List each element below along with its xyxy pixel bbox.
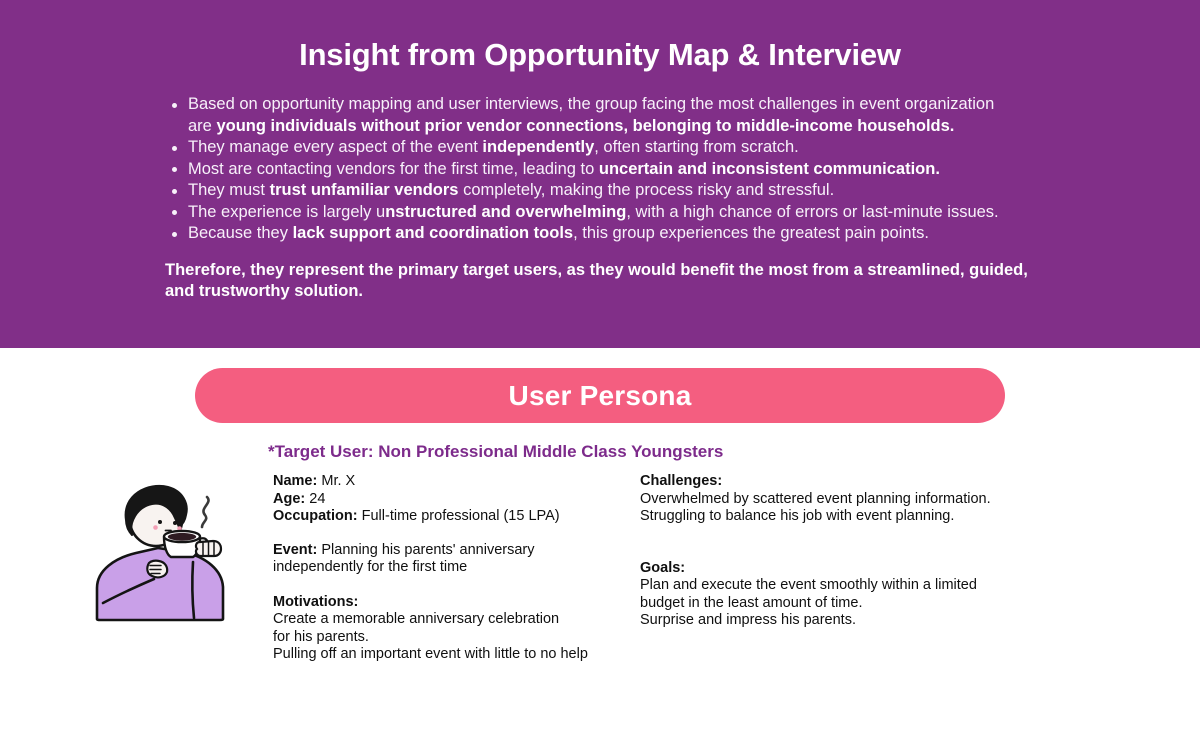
insight-bullet [165,159,1013,181]
persona-details-right [640,473,1030,630]
text-segment: , often starting from scratch. [594,138,799,156]
text-segment: Based on opportunity mapping and user interviews, the group facing the most challenges in event organization are [188,95,995,135]
section-title: Insight from Opportunity Map & Interview [299,37,901,72]
persona-occupation-value: Full-time professional (15 LPA) [361,508,560,524]
persona-goal-item: budget in the least amount of time. [640,594,863,611]
insight-bullet [165,180,1013,202]
persona-name-label: Name: [273,473,318,489]
insight-bullet [165,202,1013,224]
text-segment: uncertain and inconsistent communication. [598,159,940,178]
persona-event-label: Event: [273,541,318,558]
text-segment: lack support and coordination tools [292,224,574,242]
persona-challenges-label: Challenges: [640,473,723,489]
text-segment: , this group experiences the greatest pain points. [573,224,929,242]
text-segment: , with a high chance of errors or last-minute issues. [626,202,999,221]
persona-motivation-item: Pulling off an important event with little to no help [273,646,588,662]
persona-age-row [273,491,633,509]
persona-event-row [273,542,633,560]
text-segment: trust unfamiliar vendors [269,181,459,199]
conclusion-text: Therefore, they represent the primary target users, as they would benefit the most from a streamlined, guided, and trustworthy solution. [165,260,1028,300]
persona-details-left [273,473,633,664]
persona-name-row [273,473,633,491]
text-segment: They must [188,181,270,199]
insight-bullet [165,137,1013,159]
insights-list [165,94,1013,245]
text-segment: completely, making the process risky and stressful. [458,181,835,199]
insights-section [0,0,1200,348]
text-segment: independently [482,138,595,156]
text-segment: young individuals without prior vendor connections, belonging to middle-income households. [216,116,955,135]
user-persona-banner-label: User Persona [508,379,692,411]
persona-occupation-row [273,508,633,526]
persona-goal-item: Plan and execute the event smoothly within a limited [640,577,977,593]
persona-occupation-label: Occupation: [273,508,358,524]
persona-challenge-item: Struggling to balance his job with event planning. [640,508,955,524]
persona-illustration [90,480,232,622]
persona-age-label: Age: [273,490,306,507]
persona-event-value: independently for the first time [273,559,468,575]
persona-age-value: 24 [309,490,326,507]
insight-bullet [165,223,1013,245]
insight-bullet [165,94,1013,137]
persona-event-value: Planning his parents' anniversary [321,541,535,558]
persona-motivation-item: Create a memorable anniversary celebration [273,611,560,627]
persona-goals-label: Goals: [640,559,686,576]
target-user-heading: *Target User: Non Professional Middle Class Youngsters [268,442,724,461]
user-persona-banner [195,368,1005,423]
persona-motivations-label: Motivations: [273,593,359,610]
steam-icon [202,497,209,527]
blush-icon [153,525,158,530]
text-segment: The experience is largely u [188,202,386,221]
persona-challenge-item: Overwhelmed by scattered event planning information. [640,490,991,507]
text-segment: They manage every aspect of the event [188,138,483,156]
text-segment: Because they [188,224,293,242]
persona-event-row [273,559,633,577]
persona-name-value: Mr. X [321,473,356,489]
text-segment: nstructured and overwhelming [385,202,627,221]
persona-goal-item: Surprise and impress his parents. [640,612,856,628]
persona-motivation-item: for his parents. [273,628,369,645]
text-segment: Most are contacting vendors for the first time, leading to [188,159,599,178]
